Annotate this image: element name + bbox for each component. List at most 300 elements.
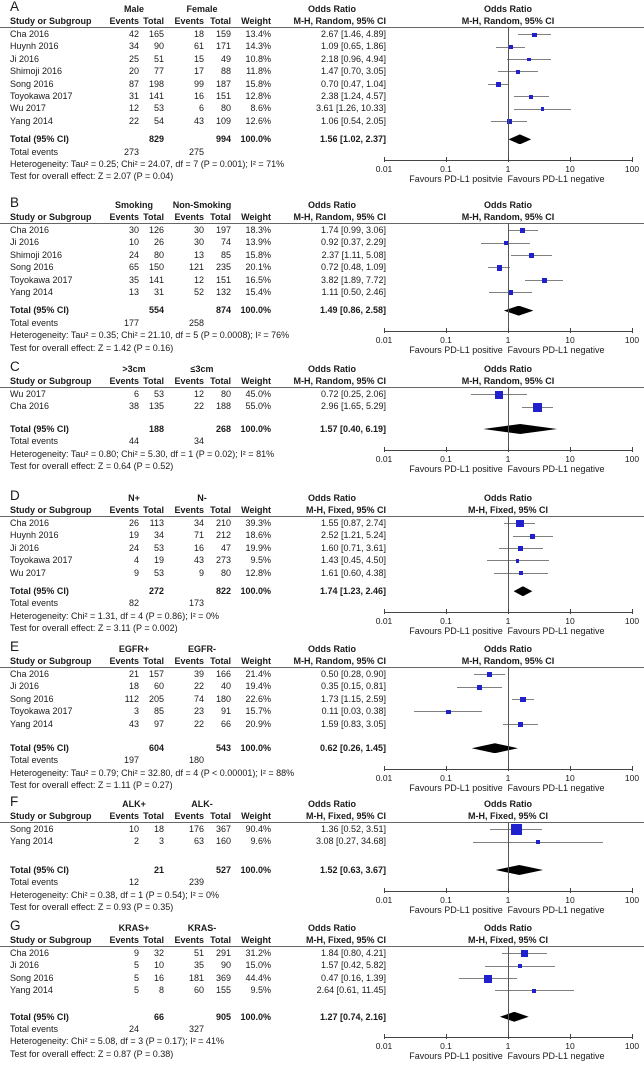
axis-tick xyxy=(446,157,447,162)
weight-value: 12.8% xyxy=(245,91,271,101)
axis-tick xyxy=(384,609,385,614)
ci-text: 1.74 [0.99, 3.06] xyxy=(320,225,386,235)
ci-text: 0.92 [0.37, 2.29] xyxy=(320,237,386,248)
panel-letter: E xyxy=(10,639,20,654)
events1-value: 3 xyxy=(133,706,139,717)
column-header-weight: Weight xyxy=(241,935,271,945)
panel-letter: B xyxy=(10,195,20,210)
study-name: Wu 2017 xyxy=(10,389,46,399)
overall-effect-text: Test for overall effect: Z = 1.42 (P = 0.16) xyxy=(10,342,174,353)
study-name: Shimoji 2016 xyxy=(10,249,63,260)
total1-value: 90 xyxy=(153,41,164,52)
ci-text: 0.47 [0.16, 1.39] xyxy=(320,972,386,983)
axis-tick xyxy=(632,328,633,333)
column-header-study: Study or Subgroup xyxy=(10,212,92,222)
odds-ratio-header: Odds Ratio xyxy=(307,799,357,809)
axis-tick xyxy=(508,1034,509,1039)
or-square-marker xyxy=(519,571,523,575)
axis-tick xyxy=(446,1034,447,1039)
total2-value: 47 xyxy=(220,542,231,553)
total-weight: 100.0% xyxy=(240,743,271,753)
or-square-marker xyxy=(532,33,536,37)
total-row-label: Total (95% CI) xyxy=(10,305,69,316)
total2-value: 49 xyxy=(220,53,231,64)
events2-value: 6 xyxy=(198,103,204,114)
or-square-marker xyxy=(497,265,502,270)
total-events1: 24 xyxy=(128,1024,139,1034)
weight-value: 10.8% xyxy=(245,53,271,64)
events1-value: 10 xyxy=(128,237,139,248)
group2-header: ALK- xyxy=(191,799,213,809)
events1-value: 13 xyxy=(128,287,139,297)
ci-text: 0.72 [0.25, 2.06] xyxy=(320,389,386,399)
study-name: Yang 2014 xyxy=(10,985,53,996)
total1-value: 16 xyxy=(153,972,164,983)
total2-value: 66 xyxy=(220,718,231,729)
column-header-study: Study or Subgroup xyxy=(10,811,92,821)
axis-tick-label: 10 xyxy=(565,616,575,626)
column-header-study: Study or Subgroup xyxy=(10,656,92,666)
total2-value: 151 xyxy=(215,274,231,285)
weight-value: 15.4% xyxy=(245,287,271,297)
weight-value: 15.8% xyxy=(245,78,271,89)
overall-effect-text: Test for overall effect: Z = 0.64 (P = 0.52) xyxy=(10,461,174,471)
group2-header: EGFR- xyxy=(188,644,216,654)
events1-value: 9 xyxy=(133,567,139,578)
study-name: Cha 2016 xyxy=(10,225,50,235)
panel-letter: D xyxy=(10,488,20,503)
axis-tick-label: 100 xyxy=(624,454,640,464)
group1-header: Smoking xyxy=(114,200,154,210)
axis-tick-label: 0.1 xyxy=(440,454,452,464)
ci-text: 0.35 [0.15, 0.81] xyxy=(320,681,386,692)
group1-header: ALK+ xyxy=(122,799,146,809)
overall-effect-text: Test for overall effect: Z = 1.11 (P = 0.27) xyxy=(10,780,173,791)
total1-value: 53 xyxy=(153,103,164,114)
or-square-marker xyxy=(527,58,531,62)
total-events1: 44 xyxy=(128,436,139,447)
total2-value: 155 xyxy=(215,985,231,996)
total-total1: 554 xyxy=(148,305,164,316)
weight-value: 14.3% xyxy=(245,41,271,52)
total2-value: 151 xyxy=(215,91,231,101)
study-name: Ji 2016 xyxy=(10,53,40,64)
or-square-marker xyxy=(530,534,535,539)
events2-value: 34 xyxy=(193,518,204,528)
total-diamond xyxy=(509,134,532,144)
events1-value: 87 xyxy=(128,78,139,89)
study-name: Song 2016 xyxy=(10,262,54,273)
axis-tick-label: 0.1 xyxy=(440,335,452,345)
group1-header: >3cm xyxy=(122,364,146,374)
total2-value: 369 xyxy=(215,972,231,983)
axis-tick xyxy=(384,1034,385,1039)
total-ci-text: 1.52 [0.63, 3.67] xyxy=(319,864,386,875)
total-row-label: Total (95% CI) xyxy=(10,423,69,434)
column-header-weight: Weight xyxy=(241,212,271,222)
axis-tick-label: 0.1 xyxy=(440,164,452,174)
events1-value: 12 xyxy=(128,103,139,114)
overall-effect-text: Test for overall effect: Z = 3.11 (P = 0.002) xyxy=(10,623,178,634)
study-name: Song 2016 xyxy=(10,693,54,704)
total2-value: 166 xyxy=(215,669,231,679)
events2-value: 12 xyxy=(193,389,204,399)
or-square-marker xyxy=(495,391,503,399)
weight-value: 90.4% xyxy=(245,824,271,834)
column-header-weight: Weight xyxy=(241,811,271,821)
column-header-total2: Total xyxy=(210,505,231,515)
weight-value: 18.6% xyxy=(245,530,271,541)
total2-value: 85 xyxy=(220,249,231,260)
events1-value: 25 xyxy=(128,53,139,64)
events2-value: 22 xyxy=(193,401,204,412)
total1-value: 97 xyxy=(153,718,164,729)
or-square-marker xyxy=(520,697,526,703)
study-name: Wu 2017 xyxy=(10,567,46,578)
weight-value: 18.3% xyxy=(245,225,271,235)
column-header-total1: Total xyxy=(143,935,164,945)
total1-value: 135 xyxy=(148,401,164,412)
axis-tick-label: 0.01 xyxy=(375,895,393,905)
events2-value: 30 xyxy=(193,237,204,248)
total-total1: 188 xyxy=(148,423,164,434)
column-header-events1: Events xyxy=(109,811,139,821)
weight-value: 21.4% xyxy=(245,669,271,679)
axis-tick xyxy=(632,766,633,771)
total1-value: 205 xyxy=(148,693,164,704)
total-total1: 604 xyxy=(148,743,164,753)
total1-value: 34 xyxy=(153,530,164,541)
total-events1: 273 xyxy=(123,146,139,157)
study-name: Huynh 2016 xyxy=(10,530,59,541)
odds-ratio-plot-header: Odds Ratio xyxy=(483,799,533,809)
total-events2: 239 xyxy=(188,877,204,888)
total1-value: 77 xyxy=(153,66,164,77)
weight-value: 15.0% xyxy=(245,960,271,971)
weight-value: 44.4% xyxy=(245,972,271,983)
total-total1: 829 xyxy=(148,134,164,145)
total1-value: 53 xyxy=(153,567,164,578)
model-header: M-H, Fixed, 95% CI xyxy=(305,935,386,945)
heterogeneity-text: Heterogeneity: Tau² = 0.35; Chi² = 21.10, df = 5 (P = 0.0008); I² = 76% xyxy=(10,330,290,341)
study-name: Yang 2014 xyxy=(10,287,53,297)
study-name: Ji 2016 xyxy=(10,542,40,553)
odds-ratio-plot-header: Odds Ratio xyxy=(483,923,533,933)
group1-header: Male xyxy=(123,4,145,14)
odds-ratio-header: Odds Ratio xyxy=(307,4,357,14)
total-diamond xyxy=(472,743,518,753)
or-square-marker xyxy=(484,975,492,983)
odds-ratio-plot-header: Odds Ratio xyxy=(483,364,533,374)
total-events2: 258 xyxy=(188,317,204,328)
total-diamond xyxy=(483,424,557,434)
study-name: Toyokawa 2017 xyxy=(10,706,73,717)
or-square-marker xyxy=(536,840,540,844)
total-events1: 177 xyxy=(123,317,139,328)
total2-value: 40 xyxy=(220,681,231,692)
total-events2: 327 xyxy=(188,1024,204,1034)
weight-value: 16.5% xyxy=(245,274,271,285)
events2-value: 22 xyxy=(193,718,204,729)
events1-value: 10 xyxy=(128,824,139,834)
events2-value: 43 xyxy=(193,555,204,566)
odds-ratio-plot-header: Odds Ratio xyxy=(483,644,533,654)
ci-text: 2.64 [0.61, 11.45] xyxy=(316,985,386,996)
total-events-label: Total events xyxy=(10,436,59,447)
study-name: Toyokawa 2017 xyxy=(10,91,73,101)
total-row-label: Total (95% CI) xyxy=(10,1011,69,1022)
weight-value: 22.6% xyxy=(245,693,271,704)
events2-value: 39 xyxy=(193,669,204,679)
column-header-total2: Total xyxy=(210,212,231,222)
total2-value: 159 xyxy=(215,29,231,39)
events1-value: 5 xyxy=(133,972,139,983)
favours-right-label: Favours PD-L1 negative xyxy=(507,783,605,793)
column-header-weight: Weight xyxy=(241,376,271,386)
group2-header: KRAS- xyxy=(187,923,217,933)
axis-tick-label: 1 xyxy=(505,1041,511,1051)
weight-value: 12.6% xyxy=(245,115,271,126)
ci-text: 2.38 [1.24, 4.57] xyxy=(320,91,386,101)
total-ci-text: 0.62 [0.26, 1.45] xyxy=(319,743,386,753)
or-square-marker xyxy=(541,107,545,111)
forest-panel-f xyxy=(0,795,644,919)
ci-text: 2.52 [1.21, 5.24] xyxy=(320,530,386,541)
model-plot-header: M-H, Fixed, 95% CI xyxy=(467,505,549,515)
center-line xyxy=(508,27,509,160)
total-weight: 100.0% xyxy=(240,1011,271,1022)
total-diamond xyxy=(496,865,544,875)
total-row-label: Total (95% CI) xyxy=(10,743,69,753)
axis-tick-label: 1 xyxy=(505,895,511,905)
events2-value: 35 xyxy=(193,960,204,971)
axis-tick xyxy=(570,766,571,771)
model-plot-header: M-H, Random, 95% CI xyxy=(461,212,555,222)
total2-value: 80 xyxy=(220,567,231,578)
model-header: M-H, Random, 95% CI xyxy=(293,376,386,386)
total1-value: 8 xyxy=(158,985,164,996)
ci-text: 1.84 [0.80, 4.21] xyxy=(320,948,386,958)
odds-ratio-header: Odds Ratio xyxy=(307,493,357,503)
weight-value: 45.0% xyxy=(245,389,271,399)
column-header-total1: Total xyxy=(143,505,164,515)
favours-right-label: Favours PD-L1 negative xyxy=(507,1051,605,1061)
model-plot-header: M-H, Fixed, 95% CI xyxy=(467,811,549,821)
favours-left-label: Favours PD-L1 positvie xyxy=(409,174,503,184)
total-events1: 12 xyxy=(128,877,139,888)
panel-letter: F xyxy=(10,794,19,809)
axis-tick xyxy=(632,609,633,614)
total1-value: 85 xyxy=(153,706,164,717)
weight-value: 31.2% xyxy=(245,948,271,958)
ci-text: 1.09 [0.65, 1.86] xyxy=(320,41,386,52)
events1-value: 26 xyxy=(128,518,139,528)
total-weight: 100.0% xyxy=(240,134,271,145)
column-header-events1: Events xyxy=(109,505,139,515)
center-line xyxy=(508,387,509,450)
ci-text: 1.11 [0.50, 2.46] xyxy=(321,287,386,297)
events1-value: 31 xyxy=(128,91,139,101)
axis-tick-label: 100 xyxy=(624,895,640,905)
events2-value: 60 xyxy=(193,985,204,996)
study-name: Ji 2016 xyxy=(10,681,40,692)
or-square-marker xyxy=(496,82,501,87)
ci-text: 0.72 [0.48, 1.09] xyxy=(320,262,386,273)
study-name: Cha 2016 xyxy=(10,29,50,39)
total1-value: 198 xyxy=(148,78,164,89)
or-square-marker xyxy=(518,964,523,969)
total-events2: 180 xyxy=(188,755,204,766)
events1-value: 30 xyxy=(128,225,139,235)
axis-tick xyxy=(570,609,571,614)
group2-header: Non-Smoking xyxy=(172,200,232,210)
or-square-marker xyxy=(446,710,451,715)
axis-tick xyxy=(570,888,571,893)
axis-tick xyxy=(570,157,571,162)
or-square-marker xyxy=(477,685,482,690)
column-header-total2: Total xyxy=(210,16,231,26)
total-total2: 874 xyxy=(215,305,231,316)
heterogeneity-text: Heterogeneity: Chi² = 0.38, df = 1 (P = 0.54); I² = 0% xyxy=(10,889,219,900)
axis-tick-label: 0.1 xyxy=(440,1041,452,1051)
study-name: Cha 2016 xyxy=(10,401,50,412)
ci-text: 1.73 [1.15, 2.59] xyxy=(320,693,386,704)
favours-left-label: Favours PD-L1 positive xyxy=(409,345,503,355)
center-line xyxy=(508,822,509,891)
weight-value: 8.6% xyxy=(250,103,271,114)
column-header-events2: Events xyxy=(174,212,204,222)
total2-value: 273 xyxy=(215,555,231,566)
axis-tick xyxy=(632,157,633,162)
events1-value: 5 xyxy=(133,985,139,996)
ci-text: 1.06 [0.54, 2.05] xyxy=(320,115,386,126)
total2-value: 74 xyxy=(220,237,231,248)
events2-value: 23 xyxy=(193,706,204,717)
total-total2: 822 xyxy=(215,586,231,596)
axis-tick-label: 10 xyxy=(565,335,575,345)
ci-text: 1.43 [0.45, 4.50] xyxy=(320,555,386,566)
events1-value: 2 xyxy=(133,836,139,847)
total-events2: 34 xyxy=(193,436,204,447)
axis-tick-label: 10 xyxy=(565,773,575,783)
column-header-events1: Events xyxy=(109,16,139,26)
weight-value: 55.0% xyxy=(245,401,271,412)
ci-text: 3.08 [0.27, 34.68] xyxy=(315,836,386,847)
weight-value: 13.9% xyxy=(245,237,271,248)
column-header-total2: Total xyxy=(210,376,231,386)
ci-text: 0.11 [0.03, 0.38] xyxy=(321,706,386,717)
ci-text: 2.96 [1.65, 5.29] xyxy=(320,401,386,412)
events2-value: 51 xyxy=(193,948,204,958)
axis-tick-label: 0.01 xyxy=(375,454,393,464)
weight-value: 11.8% xyxy=(246,66,271,77)
events1-value: 24 xyxy=(128,542,139,553)
study-name: Toyokawa 2017 xyxy=(10,555,73,566)
events2-value: 16 xyxy=(193,542,204,553)
axis-tick xyxy=(508,328,509,333)
axis-tick-label: 1 xyxy=(505,335,511,345)
axis-tick xyxy=(508,888,509,893)
column-header-events2: Events xyxy=(174,935,204,945)
total-events-label: Total events xyxy=(10,1024,59,1034)
panel-letter: A xyxy=(10,0,20,14)
odds-ratio-header: Odds Ratio xyxy=(307,364,357,374)
forest-panel-a xyxy=(0,0,644,196)
column-header-events2: Events xyxy=(174,811,204,821)
total-total2: 905 xyxy=(215,1011,231,1022)
total1-value: 141 xyxy=(148,274,164,285)
axis-tick xyxy=(632,1034,633,1039)
column-header-study: Study or Subgroup xyxy=(10,376,92,386)
favours-right-label: Favours PD-L1 negative xyxy=(507,345,605,355)
weight-value: 19.4% xyxy=(245,681,271,692)
column-header-events1: Events xyxy=(109,656,139,666)
overall-effect-text: Test for overall effect: Z = 2.07 (P = 0.04) xyxy=(10,171,174,182)
total2-value: 367 xyxy=(215,824,231,834)
axis-tick-label: 10 xyxy=(565,164,575,174)
total-row-label: Total (95% CI) xyxy=(10,134,69,145)
total-total2: 543 xyxy=(215,743,231,753)
events2-value: 17 xyxy=(193,66,204,77)
odds-ratio-header: Odds Ratio xyxy=(307,200,357,210)
or-square-marker xyxy=(509,290,514,295)
total1-value: 54 xyxy=(153,115,164,126)
or-square-marker xyxy=(532,989,536,993)
ci-text: 1.36 [0.52, 3.51] xyxy=(320,824,386,834)
column-header-total1: Total xyxy=(143,16,164,26)
total-total1: 21 xyxy=(153,864,164,875)
events2-value: 176 xyxy=(188,824,204,834)
total2-value: 80 xyxy=(220,103,231,114)
model-header: M-H, Random, 95% CI xyxy=(293,16,386,26)
total2-value: 210 xyxy=(215,518,231,528)
column-header-total1: Total xyxy=(143,656,164,666)
favours-left-label: Favours PD-L1 positive xyxy=(409,783,503,793)
weight-value: 9.5% xyxy=(250,555,271,566)
model-plot-header: M-H, Random, 95% CI xyxy=(461,656,555,666)
total-events-label: Total events xyxy=(10,598,59,609)
column-header-events1: Events xyxy=(109,935,139,945)
axis-tick xyxy=(384,447,385,452)
axis-tick-label: 1 xyxy=(505,454,511,464)
axis-tick xyxy=(570,1034,571,1039)
axis-tick xyxy=(446,328,447,333)
total2-value: 88 xyxy=(220,66,231,77)
total-total1: 272 xyxy=(148,586,164,596)
events2-value: 30 xyxy=(193,225,204,235)
ci-text: 1.57 [0.42, 5.82] xyxy=(320,960,386,971)
weight-value: 39.3% xyxy=(245,518,271,528)
favours-right-label: Favours PD-L1 negative xyxy=(507,174,605,184)
total-events2: 173 xyxy=(188,598,204,609)
study-name: Huynh 2016 xyxy=(10,41,59,52)
total-events-label: Total events xyxy=(10,755,59,766)
total1-value: 80 xyxy=(153,249,164,260)
ci-text: 2.67 [1.46, 4.89] xyxy=(320,29,386,39)
total-ci-text: 1.49 [0.86, 2.58] xyxy=(319,305,386,316)
center-line xyxy=(508,946,509,1037)
axis-tick xyxy=(446,888,447,893)
total1-value: 3 xyxy=(158,836,164,847)
axis-tick xyxy=(632,888,633,893)
events2-value: 52 xyxy=(193,287,204,297)
ci-text: 0.50 [0.28, 0.90] xyxy=(320,669,386,679)
column-header-total2: Total xyxy=(210,656,231,666)
or-square-marker xyxy=(542,278,547,283)
ci-text: 2.18 [0.96, 4.94] xyxy=(320,53,386,64)
total2-value: 180 xyxy=(215,693,231,704)
total1-value: 60 xyxy=(153,681,164,692)
